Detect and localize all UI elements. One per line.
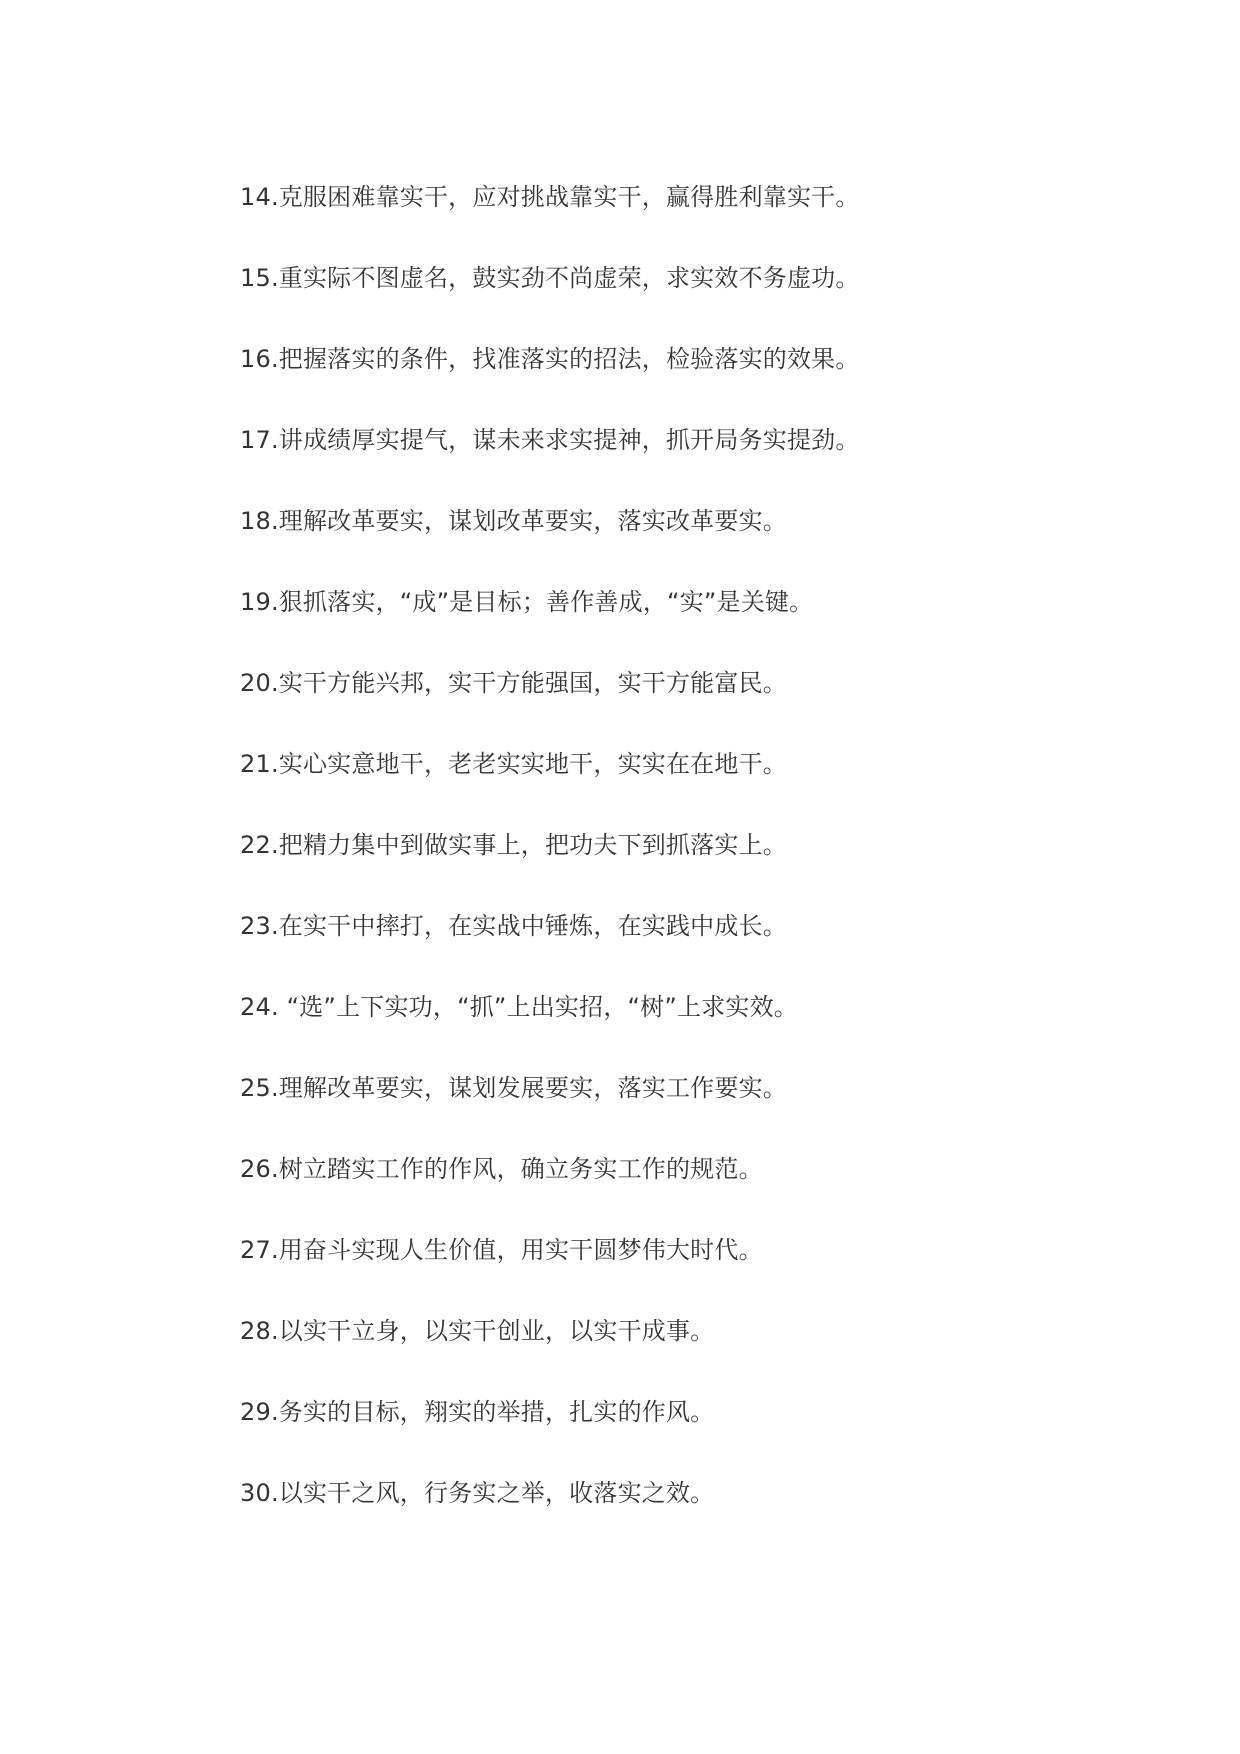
text-line: 26.树立踏实工作的作风，确立务实工作的规范。 bbox=[240, 1155, 763, 1183]
text-line: 29.务实的目标，翔实的举措，扎实的作风。 bbox=[240, 1398, 715, 1426]
text-line: 20.实干方能兴邦，实干方能强国，实干方能富民。 bbox=[240, 669, 787, 697]
text-line: 24. “选”上下实功，“抓”上出实招，“树”上求实效。 bbox=[240, 993, 798, 1021]
text-line: 15.重实际不图虚名，鼓实劲不尚虚荣，求实效不务虚功。 bbox=[240, 264, 860, 292]
text-line: 30.以实干之风，行务实之举，收落实之效。 bbox=[240, 1479, 715, 1507]
text-line: 17.讲成绩厚实提气，谋未来求实提神，抓开局务实提劲。 bbox=[240, 426, 860, 454]
text-line: 25.理解改革要实，谋划发展要实，落实工作要实。 bbox=[240, 1074, 787, 1102]
text-line: 18.理解改革要实，谋划改革要实，落实改革要实。 bbox=[240, 507, 787, 535]
text-line: 22.把精力集中到做实事上，把功夫下到抓落实上。 bbox=[240, 831, 787, 859]
text-line: 16.把握落实的条件，找准落实的招法，检验落实的效果。 bbox=[240, 345, 860, 373]
text-line: 28.以实干立身，以实干创业，以实干成事。 bbox=[240, 1317, 715, 1345]
text-line: 14.克服困难靠实干，应对挑战靠实干，赢得胜利靠实干。 bbox=[240, 183, 860, 211]
text-line: 23.在实干中摔打，在实战中锤炼，在实践中成长。 bbox=[240, 912, 787, 940]
text-line: 19.狠抓落实，“成”是目标；善作善成，“实”是关键。 bbox=[240, 588, 814, 616]
text-line: 27.用奋斗实现人生价值，用实干圆梦伟大时代。 bbox=[240, 1236, 763, 1264]
document-body bbox=[240, 173, 1120, 1550]
text-line: 21.实心实意地干，老老实实地干，实实在在地干。 bbox=[240, 750, 787, 778]
